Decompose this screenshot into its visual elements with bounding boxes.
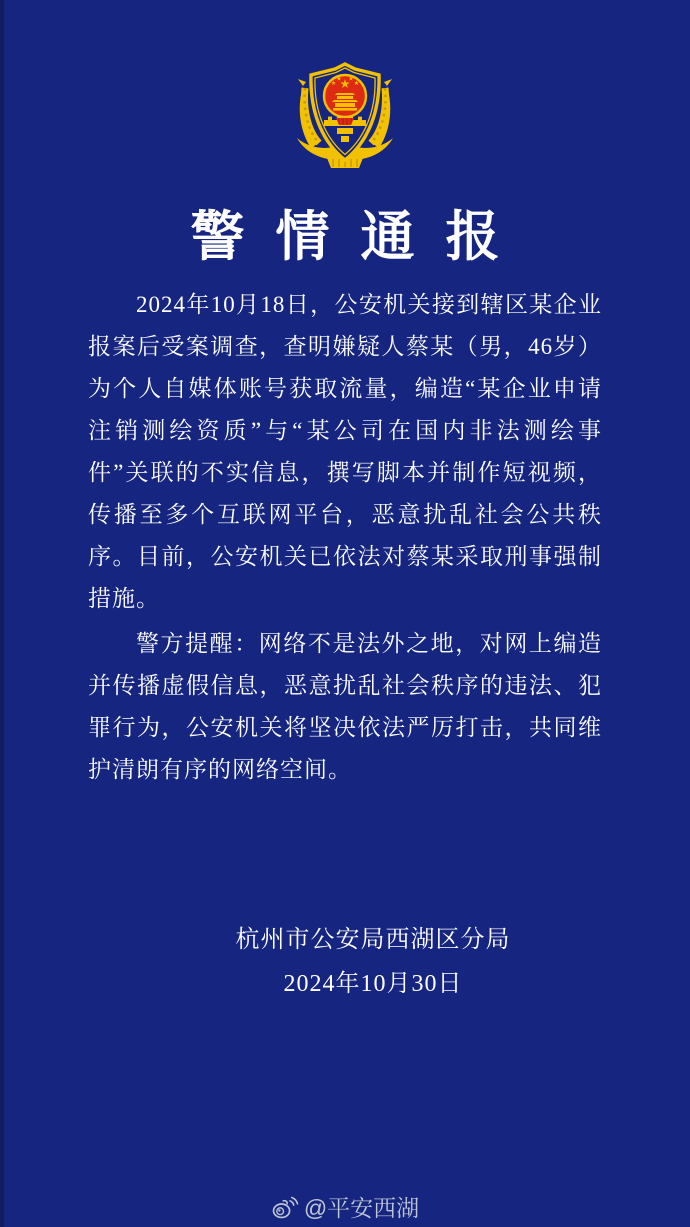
police-badge-icon [293,58,397,172]
police-badge-emblem [293,58,397,172]
body-line: 序。目前，公安机关已依法对蔡某采取刑事强制 [88,544,602,569]
left-edge-strip [0,0,4,1227]
signature-agency: 杭州市公安局西湖区分局 [235,927,511,953]
body-line: 罪行为，公安机关将坚决依法严厉打击，共同维 [88,715,602,740]
signature-block [0,918,690,1006]
body-line: 并传播虚假信息，恶意扰乱社会秩序的违法、犯 [88,673,602,698]
body-line: 2024年10月18日，公安机关接到辖区某企业 [136,292,602,317]
body-line: 措施。 [88,586,160,611]
weibo-icon [271,1194,299,1220]
body-line: 注销测绘资质”与“某公司在国内非法测绘事 [88,418,602,443]
body-line: 报案后受案调查，查明嫌疑人蔡某（男，46岁） [88,334,602,359]
body-line: 传播至多个互联网平台，恶意扰乱社会公共秩 [88,502,602,527]
body-line: 件”关联的不实信息，撰写脚本并制作短视频， [88,460,602,485]
watermark [271,1190,419,1223]
body-line: 警方提醒：网络不是法外之地，对网上编造 [136,631,602,656]
notice-body [88,284,602,791]
paragraph-2 [88,623,602,791]
body-line: 护清朗有序的网络空间。 [88,757,352,782]
watermark-handle: @平安西湖 [303,1195,420,1221]
paragraph-1 [88,284,602,620]
body-line: 为个人自媒体账号获取流量，编造“某企业申请 [88,376,602,401]
signature-date: 2024年10月30日 [283,971,463,997]
notice-title: 警情通报 [190,207,531,267]
